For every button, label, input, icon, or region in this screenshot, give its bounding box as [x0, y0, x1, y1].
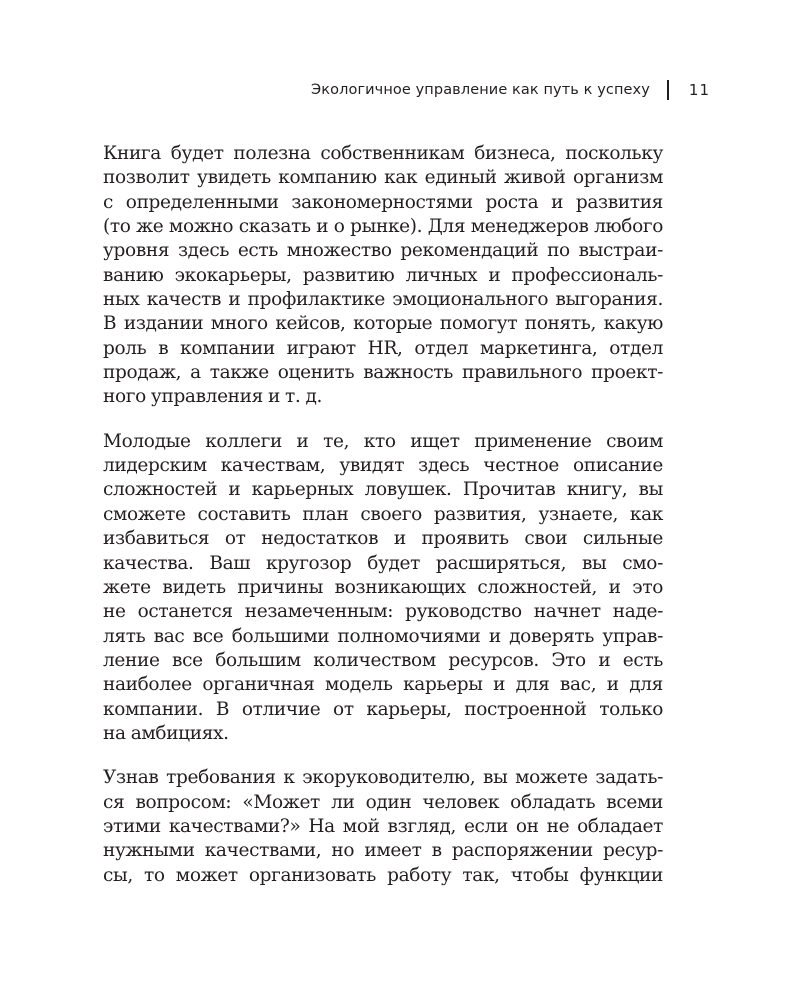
paragraph-3 [103, 766, 663, 888]
text-line: с определенными закономерностями роста и развития [103, 191, 663, 213]
paragraph-1 [103, 142, 663, 410]
body-text [103, 142, 663, 908]
text-line: сложностей и карьерных ловушек. Прочитав книгу, вы [103, 479, 663, 501]
text-line: ванию экокарьеры, развитию личных и профессиональ- [103, 264, 663, 286]
text-line: лидерским качествам, увидят здесь честное описание [103, 455, 663, 477]
text-line: продаж, а также оценить важность правильного проект- [103, 362, 663, 384]
text-line: роль в компании играют HR, отдел маркетинга, отдел [103, 337, 663, 359]
text-line: сможете составить план своего развития, узнаете, как [103, 503, 663, 525]
text-line: (то же можно сказать и о рынке). Для менеджеров любого [103, 216, 663, 238]
text-line: избавиться от недостатков и проявить свои сильные [103, 528, 663, 550]
running-title: Экологичное управление как путь к успеху [311, 82, 650, 98]
text-line: качества. Ваш кругозор будет расширяться, вы смо- [103, 552, 663, 574]
text-line: ных качеств и профилактике эмоционального выгорания. [103, 289, 663, 311]
text-line: лять вас все большими полномочиями и доверять управ- [103, 625, 663, 647]
text-line: наиболее органичная модель карьеры и для вас, и для [103, 674, 663, 696]
text-line: компании. В отличие от карьеры, построенной только [103, 698, 663, 720]
text-line: позволит увидеть компанию как единый живой организм [103, 167, 663, 189]
text-line: этими качествами?» На мой взгляд, если он не обладает [103, 815, 663, 837]
text-line: сы, то может организовать работу так, чтобы функции [103, 864, 663, 886]
text-line: ление все большим количеством ресурсов. Это и есть [103, 649, 663, 671]
text-line: не останется незамеченным: руководство начнет наде- [103, 601, 663, 623]
text-line: ного управления и т. д. [103, 386, 323, 408]
text-line: Молодые коллеги и те, кто ищет применение своим [103, 430, 663, 452]
text-line: В издании много кейсов, которые помогут понять, какую [103, 313, 663, 335]
text-line: нужными качествами, но имеет в распоряжении ресур- [103, 840, 663, 862]
text-line: на амбициях. [103, 722, 229, 744]
text-line: Книга будет полезна собственникам бизнеса, поскольку [103, 143, 663, 164]
header-separator [667, 80, 669, 100]
text-line: Узнав требования к экоруководителю, вы можете задать- [103, 767, 663, 789]
running-header [200, 78, 710, 102]
text-line: жете видеть причины возникающих сложностей, и это [103, 576, 663, 598]
page-number: 11 [688, 81, 710, 99]
text-line: уровня здесь есть множество рекомендаций по выстраи- [103, 240, 663, 262]
text-line: ся вопросом: «Может ли один человек обладать всеми [103, 791, 663, 813]
paragraph-2 [103, 430, 663, 746]
